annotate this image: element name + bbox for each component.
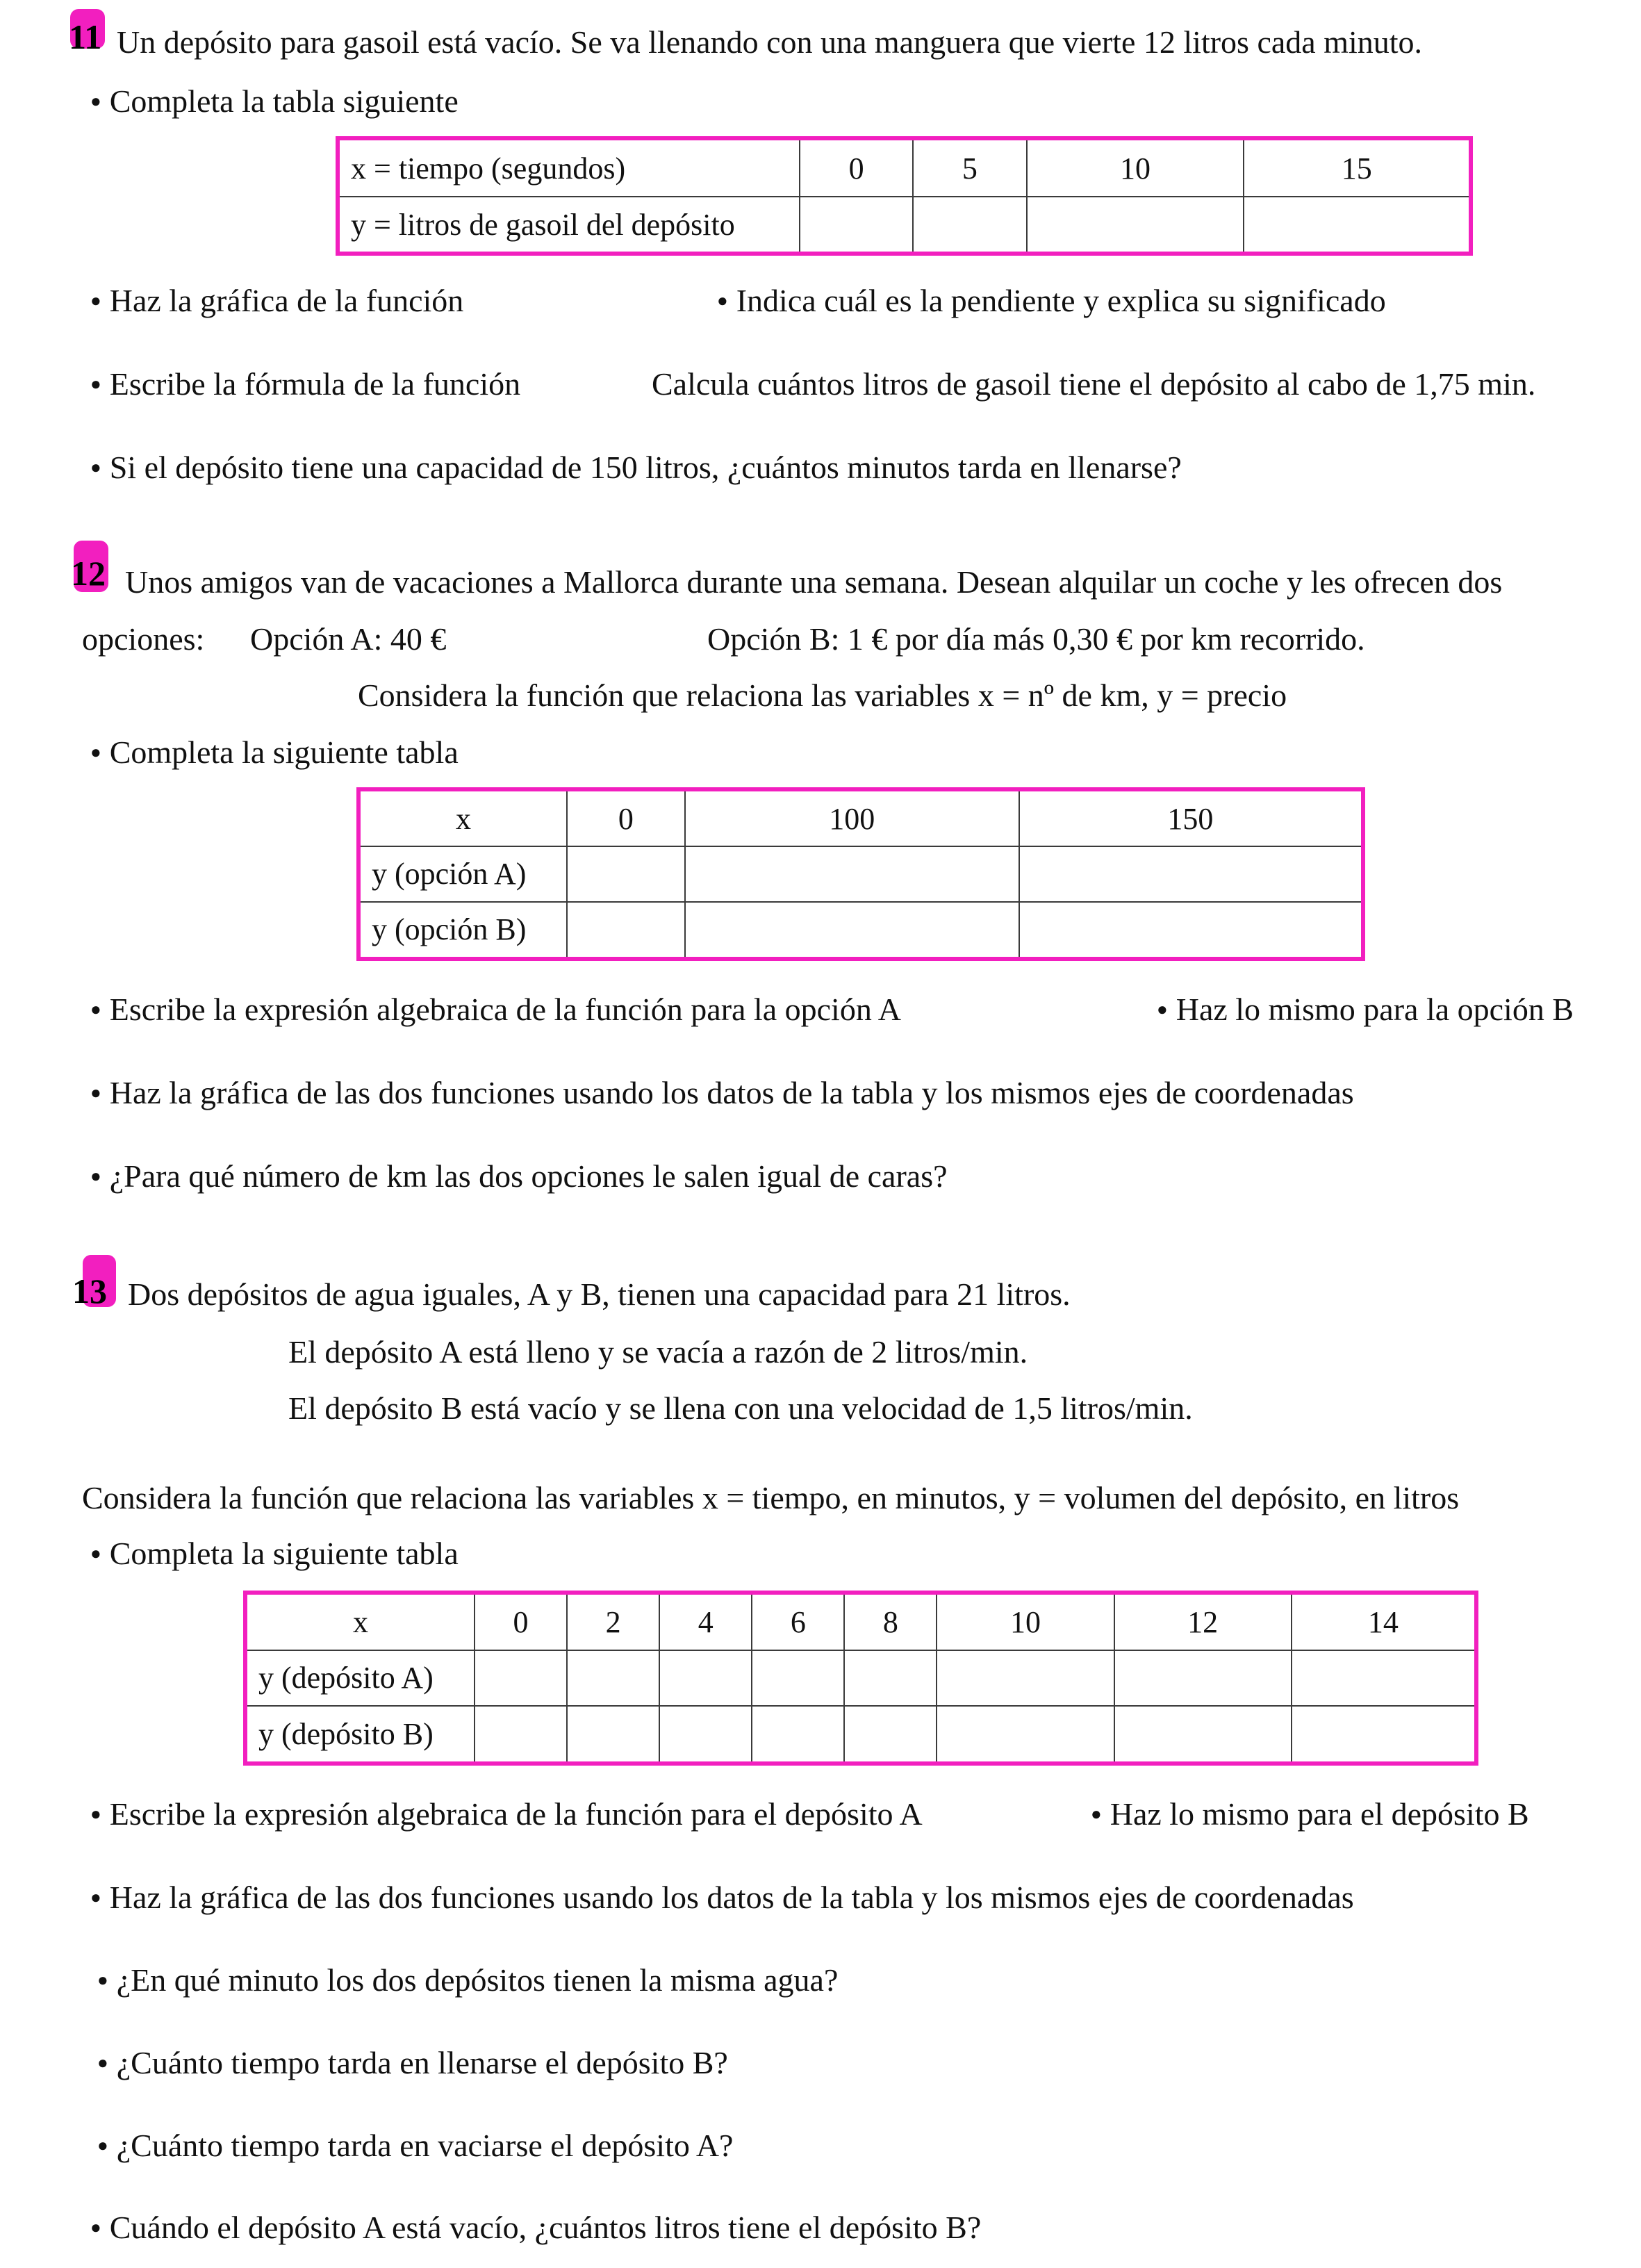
table-cell: 100 (685, 789, 1019, 846)
task-item (97, 2130, 733, 2162)
row-header: y (depósito A) (245, 1650, 475, 1706)
task-text: Escribe la fórmula de la función (109, 366, 521, 402)
table-cell: 150 (1019, 789, 1363, 846)
table-cell: 5 (913, 138, 1026, 197)
task-item (90, 1077, 1354, 1109)
answer-cell[interactable] (567, 1706, 659, 1764)
table-row (338, 138, 1471, 197)
option-b: Opción B: 1 € por día más 0,30 € por km recorrido. (707, 621, 1365, 657)
answer-cell[interactable] (567, 1650, 659, 1706)
task-item: Calcula cuántos litros de gasoil tiene el depósito al cabo de 1,75 min. (652, 366, 1536, 402)
answer-cell[interactable] (844, 1706, 937, 1764)
row-header: x (245, 1593, 475, 1650)
answer-cell[interactable] (1114, 1650, 1292, 1706)
answer-cell[interactable] (913, 197, 1026, 254)
table-row (245, 1650, 1476, 1706)
task-item (90, 452, 1182, 484)
task-item (97, 2047, 728, 2079)
problem-number: 13 (72, 1272, 107, 1310)
problem-number: 11 (69, 17, 102, 56)
consider-text: Considera la función que relaciona las variables x = tiempo, en minutos, y = volumen del depósito, en litros (82, 1480, 1460, 1515)
row-header: y = litros de gasoil del depósito (338, 197, 800, 254)
table-cell: 0 (567, 789, 685, 846)
answer-cell[interactable] (475, 1650, 567, 1706)
consider-text: Considera la función que relaciona las variables x = nº de km, y = precio (358, 677, 1287, 713)
task-item (90, 1160, 948, 1192)
answer-cell[interactable] (475, 1706, 567, 1764)
detail-deposit-b: El depósito B está vacío y se llena con una velocidad de 1,5 litros/min. (288, 1390, 1193, 1426)
answer-cell[interactable] (937, 1650, 1114, 1706)
table-cell: 10 (937, 1593, 1114, 1650)
table-row (358, 789, 1363, 846)
answer-cell[interactable] (685, 846, 1019, 901)
answer-cell[interactable] (567, 846, 685, 901)
task-complete-table (90, 1538, 459, 1570)
task-text: Indica cuál es la pendiente y explica su significado (736, 283, 1386, 318)
answer-cell[interactable] (1292, 1706, 1476, 1764)
task-item (90, 994, 901, 1026)
answer-cell[interactable] (1292, 1650, 1476, 1706)
data-table (243, 1591, 1478, 1766)
answer-cell[interactable] (659, 1706, 752, 1764)
answer-cell[interactable] (1114, 1706, 1292, 1764)
task-item (90, 1882, 1354, 1914)
task-item (90, 1798, 923, 1830)
table-cell: 12 (1114, 1593, 1292, 1650)
table-cell: 8 (844, 1593, 937, 1650)
task-text: Haz la gráfica de las dos funciones usando los datos de la tabla y los mismos ejes de coordenadas (109, 1075, 1354, 1110)
task-text: Haz la gráfica de las dos funciones usando los datos de la tabla y los mismos ejes de coordenadas (109, 1880, 1354, 1915)
answer-cell[interactable] (844, 1650, 937, 1706)
task-text: Completa la siguiente tabla (109, 1536, 459, 1571)
row-header: x (358, 789, 567, 846)
answer-cell[interactable] (800, 197, 913, 254)
problem-number: 12 (71, 554, 106, 593)
answer-cell[interactable] (659, 1650, 752, 1706)
row-header: y (opción A) (358, 846, 567, 901)
answer-cell[interactable] (567, 902, 685, 959)
table-row (358, 902, 1363, 959)
table-cell: 2 (567, 1593, 659, 1650)
answer-cell[interactable] (1019, 846, 1363, 901)
answer-cell[interactable] (1027, 197, 1244, 254)
task-text: Escribe la expresión algebraica de la función para la opción A (109, 992, 902, 1027)
table-row (338, 197, 1471, 254)
data-table (336, 136, 1473, 256)
task-text: Completa la tabla siguiente (109, 83, 459, 119)
answer-cell[interactable] (752, 1706, 844, 1764)
table-cell: 0 (475, 1593, 567, 1650)
option-a: Opción A: 40 € (250, 621, 447, 657)
task-text: Haz lo mismo para el depósito B (1110, 1796, 1529, 1832)
task-text: ¿En qué minuto los dos depósitos tienen la misma agua? (116, 1962, 839, 1998)
task-text: Haz la gráfica de la función (109, 283, 464, 318)
task-text: Cuándo el depósito A está vacío, ¿cuántos litros tiene el depósito B? (109, 2210, 982, 2245)
task-text: Haz lo mismo para la opción B (1176, 992, 1574, 1027)
table-cell: 0 (800, 138, 913, 197)
task-text: Si el depósito tiene una capacidad de 150 litros, ¿cuántos minutos tarda en llenarse? (109, 450, 1182, 485)
task-text: ¿Cuánto tiempo tarda en vaciarse el depósito A? (116, 2128, 734, 2163)
task-text: Escribe la expresión algebraica de la función para el depósito A (109, 1796, 923, 1832)
task-text: ¿Para qué número de km las dos opciones le salen igual de caras? (109, 1158, 948, 1194)
answer-cell[interactable] (752, 1650, 844, 1706)
task-item (717, 285, 1386, 317)
task-item (90, 285, 463, 317)
problem-statement: Un depósito para gasoil está vacío. Se va llenando con una manguera que vierte 12 litros cada minuto. (117, 24, 1423, 60)
table-cell: 4 (659, 1593, 752, 1650)
answer-cell[interactable] (685, 902, 1019, 959)
data-table (356, 787, 1365, 961)
table-cell: 15 (1244, 138, 1471, 197)
table-cell: 10 (1027, 138, 1244, 197)
problem-statement: Dos depósitos de agua iguales, A y B, tienen una capacidad para 21 litros. (128, 1276, 1071, 1312)
row-header: y (opción B) (358, 902, 567, 959)
task-text: Completa la siguiente tabla (109, 734, 459, 770)
answer-cell[interactable] (1244, 197, 1471, 254)
answer-cell[interactable] (1019, 902, 1363, 959)
row-header: y (depósito B) (245, 1706, 475, 1764)
task-complete-table (90, 85, 459, 117)
task-item (90, 2212, 981, 2244)
answer-cell[interactable] (937, 1706, 1114, 1764)
problem-statement: Unos amigos van de vacaciones a Mallorca durante una semana. Desean alquilar un coche y les ofrecen dos (125, 564, 1503, 600)
task-text: ¿Cuánto tiempo tarda en llenarse el depósito B? (116, 2045, 728, 2080)
task-item (1091, 1798, 1529, 1830)
task-item (97, 1964, 838, 1996)
table-row (358, 846, 1363, 901)
table-cell: 6 (752, 1593, 844, 1650)
detail-deposit-a: El depósito A está lleno y se vacía a razón de 2 litros/min. (288, 1334, 1028, 1370)
row-header: x = tiempo (segundos) (338, 138, 800, 197)
table-cell: 14 (1292, 1593, 1476, 1650)
task-item (90, 368, 520, 400)
task-complete-table (90, 734, 459, 770)
options-label: opciones: (82, 621, 205, 657)
table-row (245, 1706, 1476, 1764)
table-row (245, 1593, 1476, 1650)
task-item (1157, 994, 1574, 1026)
